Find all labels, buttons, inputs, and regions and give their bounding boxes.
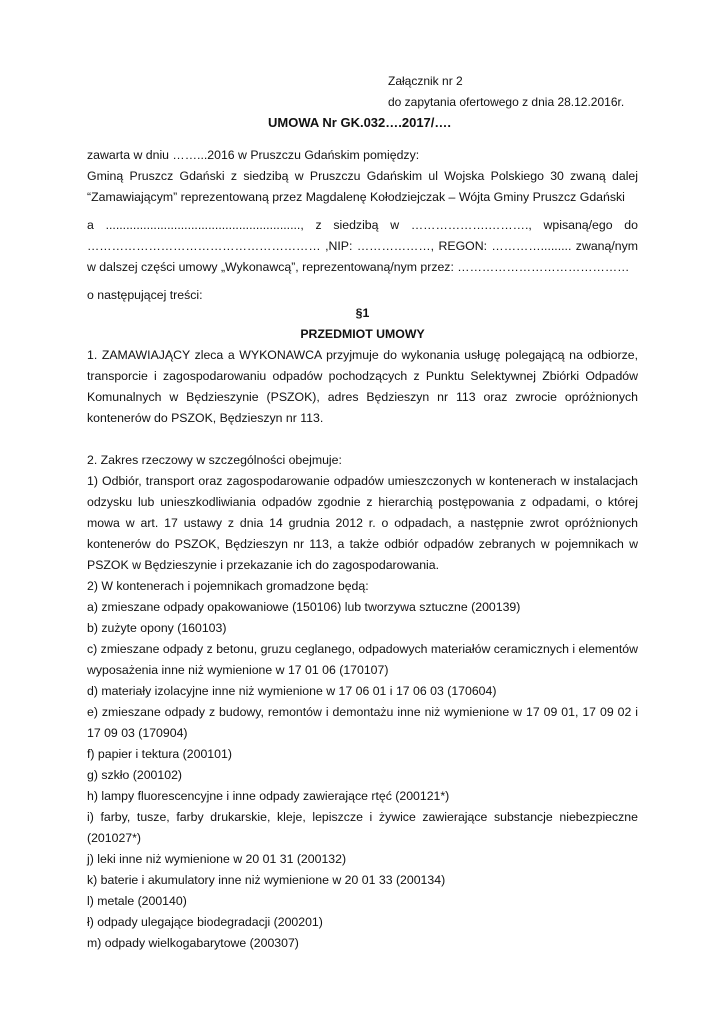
waste-item: ł) odpady ulegające biodegradacji (200201) (87, 915, 323, 929)
scope-item1-line: PSZOK w Będzieszynie i przekazanie ich do zagospodarowania. (87, 558, 440, 572)
party1-line: Gminą Pruszcz Gdański z siedzibą w Pruszczu Gdańskim ul Wojska Polskiego 30 zwaną dalej (87, 169, 638, 183)
waste-item: a) zmieszane odpady opakowaniowe (150106) lub tworzywa sztuczne (200139) (87, 600, 521, 614)
waste-item: c) zmieszane odpady z betonu, gruzu ceglanego, odpadowych materiałów ceramicznych i elementów (87, 642, 638, 656)
paragraph1-line: kontenerów do PSZOK, Będzieszyn nr 113. (87, 411, 324, 425)
scope-item2-line: 2) W kontenerach i pojemnikach gromadzone będą: (87, 579, 369, 593)
paragraph1-line: transporcie i zagospodarowaniu odpadów pochodzących z Punktu Selektywnej Zbiórki Odpadów (87, 369, 638, 383)
party2-line: w dalszej części umowy „Wykonawcą”, reprezentowaną/nym przez: …………………………………… (87, 260, 630, 274)
scope-item1-line: mowa w art. 17 ustawy z dnia 14 grudnia 2012 r. o odpadach, a następnie zwrot opróżnionych (87, 516, 638, 530)
inquiry-reference: do zapytania ofertowego z dnia 28.12.2016r. (388, 95, 625, 109)
waste-item: wyposażenia inne niż wymienione w 17 01 06 (170107) (87, 663, 389, 677)
scope-item1-line: kontenerów do PSZOK, Będzieszyn nr 113, a także odbiór odpadów zebranych w pojemnikach w (87, 537, 638, 551)
waste-item: j) leki inne niż wymienione w 20 01 31 (200132) (87, 852, 347, 866)
waste-item: g) szkło (200102) (87, 768, 183, 782)
contract-concluded-line: zawarta w dniu ……...2016 w Pruszczu Gdańskim pomiędzy: (87, 148, 420, 162)
waste-item: m) odpady wielkogabarytowe (200307) (87, 936, 299, 950)
paragraph1-line: 1. ZAMAWIAJĄCY zleca a WYKONAWCA przyjmuje do wykonania usługę polegającą na odbiorze, (87, 348, 638, 362)
following-content-line: o następującej treści: (87, 288, 203, 302)
scope-item1-line: odzysku lub unieszkodliwiania odpadów zgodnie z hierarchią postępowania z odpadami, o której (87, 495, 638, 509)
party2-line: a ........................................................., z siedzibą w ……………….………., wpisaną/ego do (87, 218, 638, 232)
party1-line: “Zamawiającym” reprezentowaną przez Magdalenę Kołodziejczak – Wójta Gminy Pruszcz Gdański (87, 190, 625, 204)
paragraph2-intro: 2. Zakres rzeczowy w szczególności obejmuje: (87, 453, 342, 467)
section-heading: PRZEDMIOT UMOWY (300, 327, 425, 341)
waste-item: l) metale (200140) (87, 894, 187, 908)
paragraph1-line: Komunalnych w Będzieszynie (PSZOK), adres Będzieszyn nr 113 oraz zwrocie opróżnionych (87, 390, 638, 404)
attachment-label: Załącznik nr 2 (388, 74, 463, 88)
waste-item: (201027*) (87, 831, 142, 845)
waste-item: e) zmieszane odpady z budowy, remontów i demontażu inne niż wymienione w 17 09 01, 17 09 02 i (87, 705, 638, 719)
waste-item: h) lampy fluorescencyjne i inne odpady zawierające rtęć (200121*) (87, 789, 450, 803)
scope-item1-line: 1) Odbiór, transport oraz zagospodarowanie odpadów umieszczonych w kontenerach w instalacjach (87, 474, 638, 488)
contract-title: UMOWA Nr GK.032….2017/…. (268, 115, 452, 130)
waste-item: i) farby, tusze, farby drukarskie, kleje, lepiszcze i żywice zawierające substancje niebezpieczne (87, 810, 638, 824)
waste-item: k) baterie i akumulatory inne niż wymienione w 20 01 33 (200134) (87, 873, 446, 887)
waste-item: 17 09 03 (170904) (87, 726, 188, 740)
party2-line: ………………………………………………… ,NIP: ………………, REGON: …………......... zwaną/nym (87, 239, 638, 253)
waste-item: d) materiały izolacyjne inne niż wymienione w 17 06 01 i 17 06 03 (170604) (87, 684, 497, 698)
waste-item: f) papier i tektura (200101) (87, 747, 232, 761)
section-number: §1 (355, 306, 370, 320)
waste-item: b) zużyte opony (160103) (87, 621, 227, 635)
